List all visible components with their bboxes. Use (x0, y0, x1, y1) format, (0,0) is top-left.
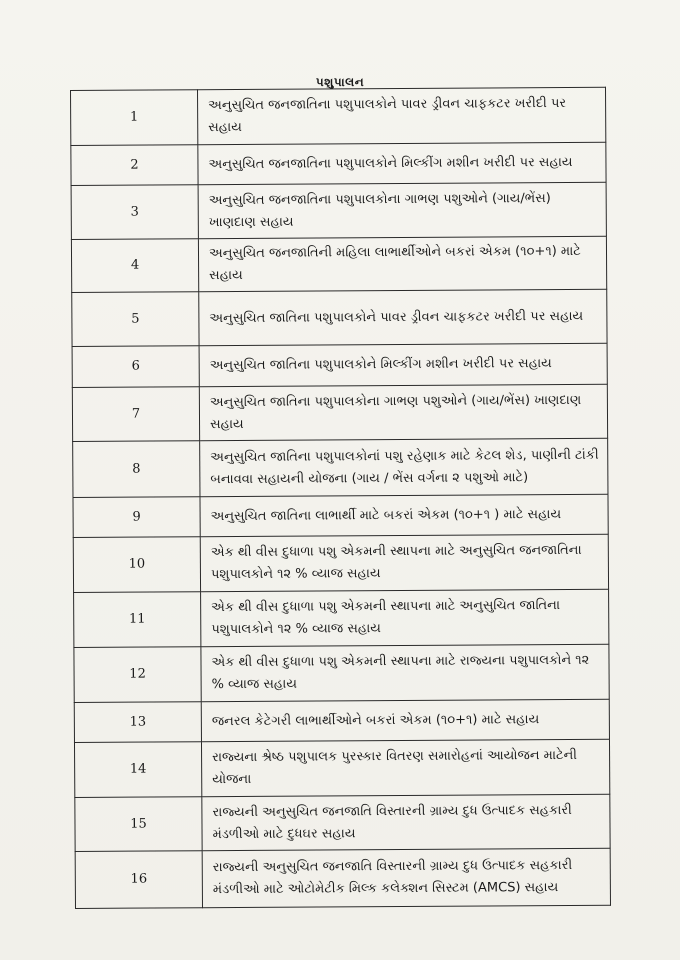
scheme-name: અનુસુચિત જનજાતિની મહિલા લાભાર્થીઓને બકરાં એકમ (૧૦+૧) માટે સહાય (198, 236, 606, 291)
scheme-name: અનુસુચિત જાતિના પશુપાલકોને મિલ્કીંગ મશીન ખરીદી પર સહાય (199, 343, 607, 386)
table-row (73, 534, 608, 592)
row-number: 1 (71, 90, 198, 146)
table-row (71, 87, 606, 145)
row-number: 4 (71, 239, 198, 293)
table-row (72, 289, 607, 346)
scheme-name: રાજ્યના શ્રેષ્ઠ પશુપાલક પુરસ્કાર વિતરણ સમારોહનાં આયોજન માટેની યોજના (201, 739, 609, 796)
table-row (74, 739, 609, 797)
table-row (75, 848, 610, 908)
table-row (73, 438, 608, 497)
scheme-name: અનુસુચિત જનજાતિના પશુપાલકોને પાવર ડ્રીવન ચાફકટર ખરીદી પર સહાય (198, 87, 606, 144)
scheme-name: એક થી વીસ દુધાળા પશુ એકમની સ્થાપના માટે અનુસુચિત જાતિના પશુપાલકોને ૧૨ % વ્યાજ સહાય (201, 589, 609, 646)
row-number: 11 (74, 592, 201, 648)
scheme-name: અનુસુચિત જનજાતિના પશુપાલકોના ગાભણ પશુઓને (ગાય/ભેંસ) ખાણદાણ સહાય (198, 182, 606, 238)
table-row (75, 794, 610, 851)
row-number: 13 (74, 702, 201, 743)
scheme-name: એક થી વીસ દુધાળા પશુ એકમની સ્થાપના માટે અનુસુચિત જનજાતિના પશુપાલકોને ૧૨ % વ્યાજ સહાય (200, 534, 608, 591)
table-row (71, 182, 606, 239)
scheme-name: રાજ્યની અનુસુચિત જનજાતિ વિસ્તારની ગ્રામ્ય દુધ ઉત્પાદક સહકારી મંડળીઓ માટે ઓટોમેટીક મિલ્ક કલેક્શન સિસ્ટમ (AMCS) સહાય (202, 848, 610, 907)
scheme-name: એક થી વીસ દુધાળા પશુ એકમની સ્થાપના માટે રાજ્યના પશુપાલકોને ૧૨ % વ્યાજ સહાય (201, 644, 609, 701)
table-row (73, 494, 608, 537)
table-row (71, 142, 606, 185)
scheme-name: રાજ્યની અનુસુચિત જનજાતિ વિસ્તારની ગ્રામ્ય દુધ ઉત્પાદક સહકારી મંડળીઓ માટે દુધઘર સહાય (202, 794, 610, 850)
table-row (72, 384, 607, 441)
scheme-name: અનુસુચિત જાતિના પશુપાલકોના ગાભણ પશુઓને (ગાય/ભેંસ) ખાણદાણ સહાય (199, 384, 607, 440)
row-number: 8 (73, 441, 200, 498)
row-number: 7 (72, 387, 199, 442)
table-row (74, 644, 609, 702)
scheme-name: જનરલ કેટેગરી લાભાર્થીઓને બકરાં એકમ (૧૦+૧) માટે સહાય (201, 699, 609, 741)
row-number: 2 (71, 145, 198, 186)
scheme-name: અનુસુચિત જાતિના પશુપાલકોનાં પશુ રહેણાક માટે કેટલ શેડ, પાણીની ટાંકી બનાવવા સહાયની યોજના (ગાય / ભેંસ વર્ગના ૨ પશુઓ માટે) (200, 438, 608, 496)
table-row (74, 589, 609, 647)
table-row (72, 343, 607, 387)
row-number: 12 (74, 647, 201, 703)
page-heading: પશુપાલન (315, 75, 365, 89)
scheme-name: અનુસુચિત જનજાતિના પશુપાલકોને મિલ્કીંગ મશીન ખરીદી પર સહાય (198, 142, 606, 184)
scheme-name: અનુસુચિત જાતિના લાભાર્થી માટે બકરાં એકમ (૧૦+૧ ) માટે સહાય (200, 494, 608, 536)
scheme-name: અનુસુચિત જાતિના પશુપાલકોને પાવર ડ્રીવન ચાફકટર ખરીદી પર સહાય (199, 289, 607, 345)
table-row (74, 699, 609, 742)
schemes-table (70, 87, 611, 909)
table-row (71, 236, 606, 292)
row-number: 10 (73, 537, 200, 593)
row-number: 3 (71, 185, 198, 240)
row-number: 5 (72, 292, 199, 347)
row-number: 9 (73, 497, 200, 538)
row-number: 14 (74, 742, 201, 798)
row-number: 6 (72, 346, 199, 388)
row-number: 15 (75, 797, 202, 852)
row-number: 16 (75, 851, 202, 909)
